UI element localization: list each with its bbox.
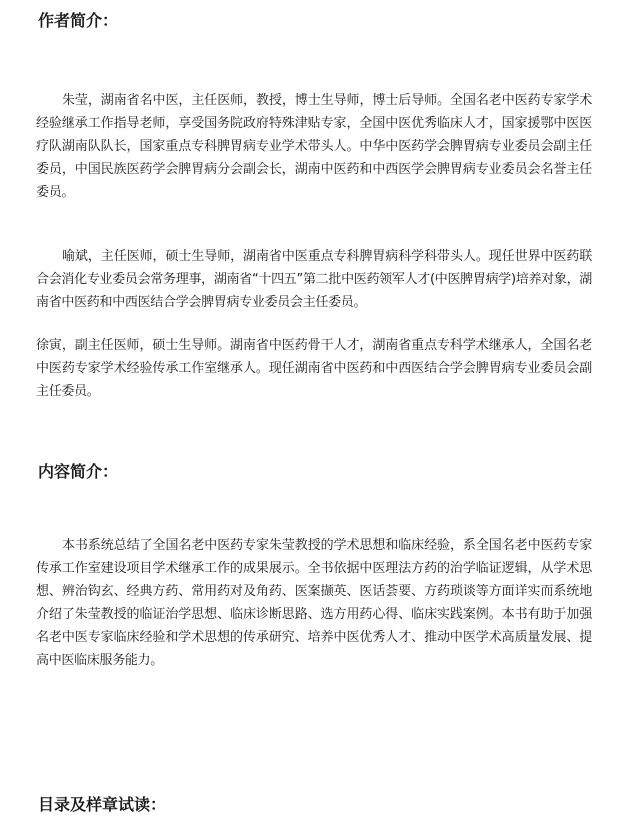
author-bio-yu-bin: 喻斌，主任医师，硕士生导师，湖南省中医重点专科脾胃病科学科带头人。现任世界中医药联合会消化专业委员会常务理事，湖南省“十四五”第二批中医药领军人才(中医脾胃病学)培养对象，湖南省中医药和中西医结合学会脾胃病专业委员会主任委员。 xyxy=(36,249,592,310)
author-bio-xu-yin: 徐寅，副主任医师，硕士生导师。湖南省中医药骨干人才，湖南省重点专科学术继承人，全国名老中医药专家学术经验传承工作室继承人。现任湖南省中医药和中西医结合学会脾胃病专业委员会副主任委员。 xyxy=(36,338,592,399)
author-intro-heading: 作者简介： xyxy=(38,11,119,30)
toc-sample-heading: 目录及样章试读： xyxy=(38,795,167,814)
author-bio-zhu-ying: 朱莹，湖南省名中医，主任医师，教授，博士生导师，博士后导师。全国名老中医药专家学术经验继承工作指导老师，享受国务院政府特殊津贴专家，全国中医优秀临床人才，国家援鄂中医医疗队湖南队队长，国家重点专科脾胃病专业学术带头人。中华中医药学会脾胃病专业委员会副主任委员，中国民族医药学会脾胃病分会副会长，湖南中医药和中西医学会脾胃病专业委员会名誉主任委员。 xyxy=(36,93,592,200)
content-intro-heading: 内容简介： xyxy=(38,462,119,481)
content-intro-paragraph: 本书系统总结了全国名老中医药专家朱莹教授的学术思想和临床经验，系全国名老中医药专家传承工作室建设项目学术继承工作的成果展示。全书依据中医理法方药的治学临证逻辑，从学术思想、辨治钩玄、经典方药、常用药对及角药、医案撷英、医话荟要、方药琐谈等方面详实而系统地介绍了朱莹教授的临证治学思想、临床诊断思路、选方用药心得、临床实践案例。本书有助于加强名老中医专家临床经验和学术思想的传承研究、培养中医优秀人才、推动中医学术高质量发展、提高中医临床服务能力。 xyxy=(36,538,592,668)
